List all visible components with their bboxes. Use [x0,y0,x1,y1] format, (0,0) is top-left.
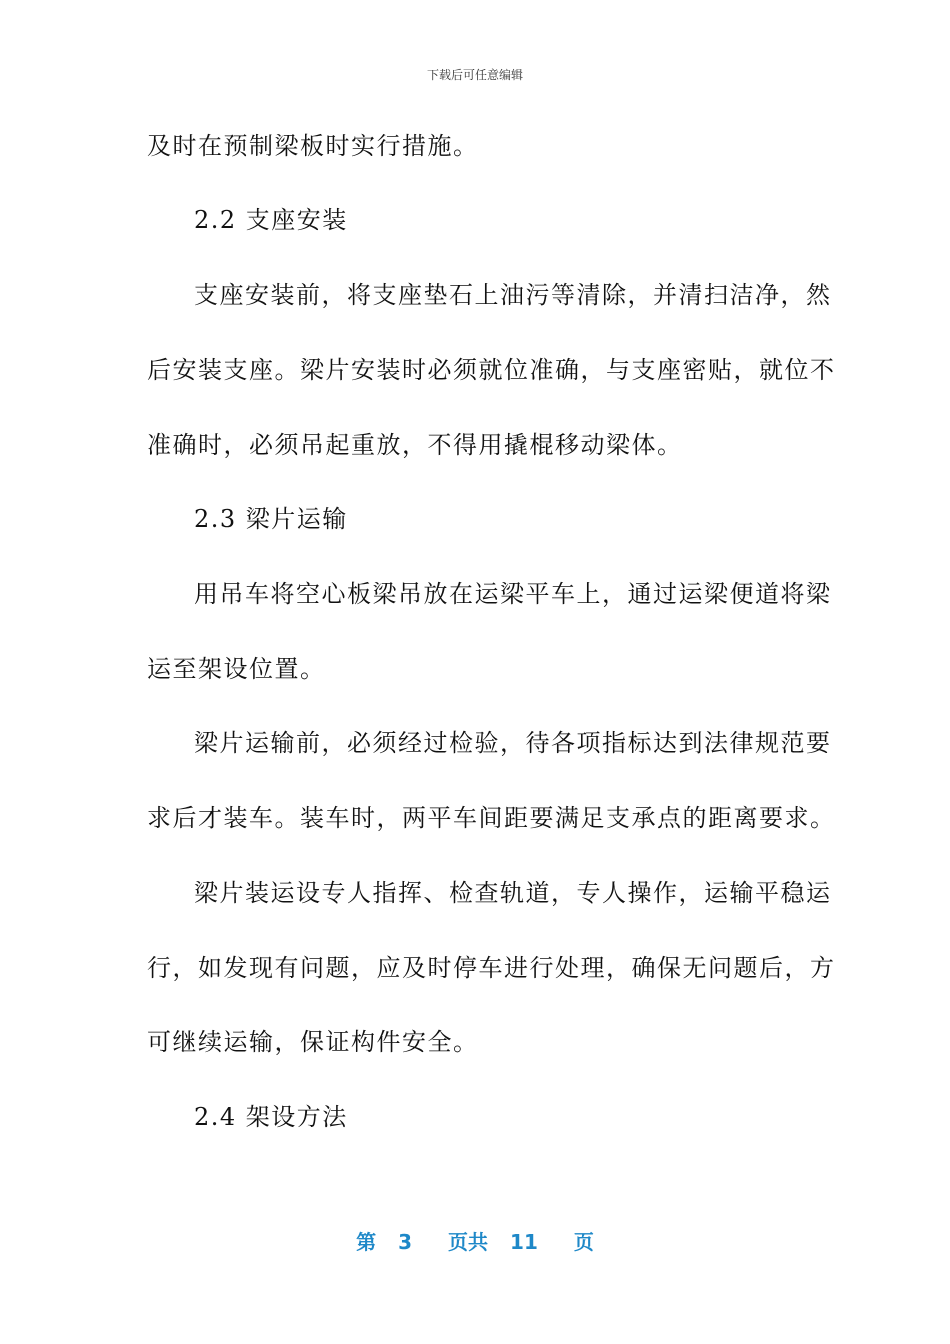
body-line: 后安装支座。梁片安装时必须就位准确，与支座密贴，就位不 [147,356,836,384]
total-pages: 11 [510,1230,538,1254]
section-heading: 2.3 梁片运输 [194,505,348,533]
page-number: 3 [398,1230,413,1254]
body-line: 梁片运输前，必须经过检验，待各项指标达到法律规范要 [194,729,832,757]
page-header: 下载后可任意编辑 [426,68,523,82]
body-line: 梁片装运设专人指挥、检查轨道，专人操作，运输平稳运 [194,879,832,907]
body-line: 用吊车将空心板梁吊放在运梁平车上，通过运梁便道将梁 [194,580,832,608]
body-line: 支座安装前，将支座垫石上油污等清除，并清扫洁净，然 [194,281,832,309]
body-line: 行，如发现有问题，应及时停车进行处理，确保无问题后，方 [147,954,836,982]
page-middle: 页共 [448,1230,489,1254]
page-footer [0,1226,950,1255]
body-line: 准确时，必须吊起重放，不得用撬棍移动梁体。 [147,431,683,459]
body-line: 及时在预制梁板时实行措施。 [147,132,479,160]
body-line: 求后才装车。装车时，两平车间距要满足支承点的距离要求。 [147,804,836,832]
page-prefix: 第 [356,1230,377,1254]
section-heading: 2.2 支座安装 [194,206,348,234]
body-line: 可继续运输，保证构件安全。 [147,1028,479,1056]
page-suffix: 页 [573,1230,594,1254]
body-line: 运至架设位置。 [147,655,326,683]
section-heading: 2.4 架设方法 [194,1103,348,1131]
